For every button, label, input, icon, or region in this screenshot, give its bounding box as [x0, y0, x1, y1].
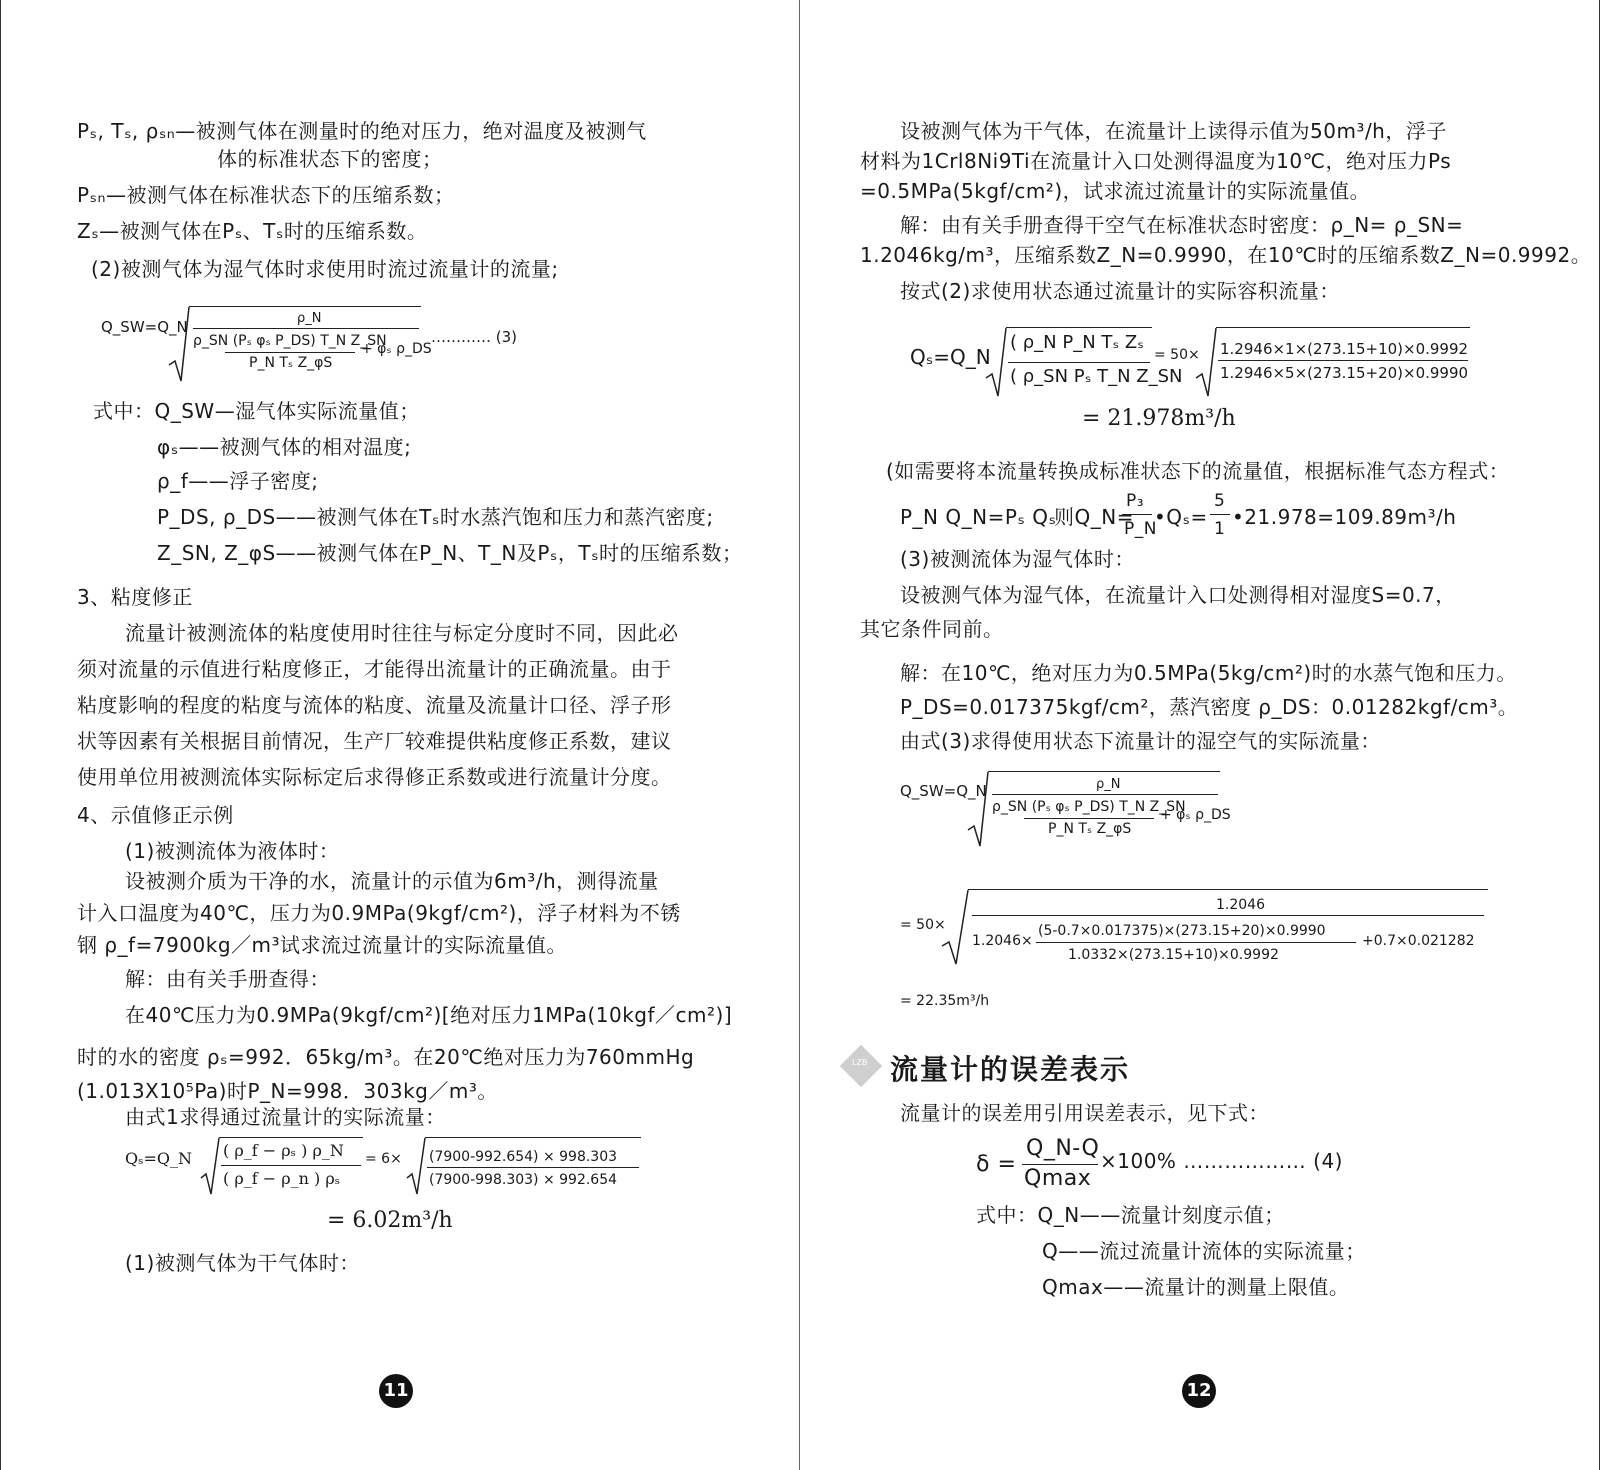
radical-sign: [968, 770, 988, 850]
formula-wet-result: = 22.35m³/h: [900, 993, 990, 1009]
page-number: 11: [379, 1374, 413, 1408]
conversion-frac2-den: 1: [1214, 519, 1226, 539]
section-4-title: 4、示值修正示例: [77, 803, 234, 827]
formula-2-num: ( ρ_N P_N Tₛ Zₛ: [1010, 332, 1144, 353]
formula-3-label: ………… (3): [431, 328, 518, 346]
error-formula-lhs: δ =: [976, 1152, 1017, 1177]
formula-3-repeat-den-c: P_N Tₛ Z_φS: [1048, 821, 1132, 837]
formula-1-num2: (7900-992.654) × 998.303: [429, 1149, 618, 1165]
example-liquid-line-2: 计入口温度为40℃，压力为0.9MPa(9kgf/cm²)，浮子材料为不锈: [77, 901, 681, 925]
formula-3-repeat-den-a: ρ_SN (Pₛ φₛ P_DS) T_N Z_SN: [992, 799, 1186, 815]
formula-1-result: = 6.02m³/h: [327, 1208, 453, 1233]
formula-1-num: ( ρ_f − ρₛ ) ρ_N: [223, 1141, 344, 1160]
wet-solution-line-3: 由式(3)求得使用状态下流量计的湿空气的实际流量：: [900, 729, 1381, 753]
wet-gas-line-2: 其它条件同前。: [860, 617, 1004, 641]
radical-sign: [1196, 326, 1216, 398]
formula-3-den-c: P_N Tₛ Z_φS: [249, 355, 333, 371]
var-def-zs: Zₛ—被测气体在Pₛ、Tₛ时的压缩系数。: [77, 219, 428, 243]
formula-3-repeat-den-b: + φₛ ρ_DS: [1160, 807, 1231, 823]
formula-wet-a: 1.2046×: [972, 933, 1033, 949]
conversion-lhs: 则Q_N=: [1054, 505, 1134, 529]
solution-line-3: (1.013X10⁵Pa)时P_N=998．303kg／m³。: [77, 1079, 498, 1103]
dry-solution-line-3: 按式(2)求使用状态通过流量计的实际容积流量：: [900, 279, 1340, 303]
where-q: Q——流过流量计流体的实际流量；: [1042, 1239, 1366, 1263]
formula-2-result: = 21.978m³/h: [1082, 406, 1236, 431]
wet-solution-line-2: P_DS=0.017375kgf/cm²，蒸汽密度 ρ_DS：0.01282kgf/cm³。: [900, 695, 1519, 719]
conversion-result: •21.978=109.89m³/h: [1232, 505, 1457, 529]
formula-3-num: ρ_N: [297, 311, 322, 326]
para-line-2: 须对流量的示值进行粘度修正，才能得出流量计的正确流量。由于: [77, 657, 672, 681]
formula-1-mid: = 6×: [365, 1151, 402, 1167]
gas-law: P_N Q_N=Pₛ Qₛ: [900, 505, 1057, 529]
var-def-ps-cont: 体的标准状态下的密度；: [217, 147, 443, 171]
error-formula-tail: ×100% ……………… (4): [1100, 1149, 1343, 1173]
radical-sign: [201, 1136, 219, 1196]
wet-solution-line-1: 解：在10℃，绝对压力为0.5MPa(5kg/cm²)时的水蒸气饱和压力。: [900, 661, 1517, 685]
formula-3-repeat-num: ρ_N: [1096, 777, 1121, 792]
section-3-title: 3、粘度修正: [77, 585, 193, 609]
wet-gas-example-title: (3)被测流体为湿气体时：: [900, 547, 1135, 571]
where-qn: 式中：Q_N——流量计刻度示值；: [976, 1203, 1285, 1227]
dry-solution-line-1: 解：由有关手册查得干空气在标准状态时密度：ρ_N= ρ_SN=: [900, 213, 1464, 237]
radical-sign: [986, 326, 1006, 398]
conversion-mid: •Qₛ=: [1154, 505, 1208, 529]
page-number: 12: [1182, 1374, 1216, 1408]
where-pds: P_DS, ρ_DS——被测气体在Tₛ时水蒸汽饱和压力和蒸汽密度;: [157, 505, 714, 529]
where-phis: φₛ——被测气体的相对温度;: [157, 435, 412, 459]
dry-gas-line-2: 材料为1Crl8Ni9Ti在流量计入口处测得温度为10℃，绝对压力Ps: [860, 149, 1452, 173]
error-intro: 流量计的误差用引用误差表示，见下式：: [900, 1101, 1269, 1125]
conversion-note: (如需要将本流量转换成标准状态下的流量值，根据标准气态方程式：: [886, 459, 1510, 483]
where-rhof: ρ_f——浮子密度;: [157, 469, 319, 493]
example-dry-gas-title: (1)被测气体为干气体时：: [125, 1251, 360, 1275]
formula-2-num2: 1.2946×1×(273.15+10)×0.9992: [1220, 340, 1469, 358]
formula-2-den: ( ρ_SN Pₛ T_N Z_SN: [1010, 366, 1183, 387]
var-def-ps: Pₛ, Tₛ, ρₛₙ—被测气体在测量时的绝对压力，绝对温度及被测气: [77, 119, 647, 143]
section-marker-icon: LZB: [840, 1045, 882, 1087]
solution-label: 解：由有关手册查得：: [125, 967, 330, 991]
example-liquid-line-1: 设被测介质为干净的水，流量计的示值为6m³/h，测得流量: [125, 869, 659, 893]
solution-line-2: 时的水的密度 ρₛ=992．65kg/m³。在20℃绝对压力为760mmHg: [77, 1045, 695, 1069]
para-line-5: 使用单位用被测流体实际标定后求得修正系数或进行流量计分度。: [77, 765, 672, 789]
conversion-frac2-num: 5: [1214, 491, 1226, 511]
conversion-frac-num: P₃: [1126, 491, 1145, 511]
para-line-4: 状等因素有关根据目前情况，生产厂较难提供粘度修正系数，建议: [77, 729, 672, 753]
section-heading: 流量计的误差表示: [890, 1053, 1131, 1086]
where-qsw: 式中：Q_SW—湿气体实际流量值；: [93, 399, 420, 423]
formula-2-mid: = 50×: [1154, 347, 1200, 363]
radical-sign: [942, 888, 968, 966]
formula-1-lhs: Qₛ=Q_N: [125, 1149, 193, 1168]
formula-3-den-a: ρ_SN (Pₛ φₛ P_DS) T_N Z_SN: [193, 333, 387, 349]
wet-gas-line-1: 设被测气体为湿气体，在流量计入口处测得相对湿度S=0.7，: [900, 583, 1456, 607]
error-formula-num: Q_N-Q: [1026, 1136, 1100, 1161]
right-page: [800, 0, 1600, 1470]
solution-line-1: 在40℃压力为0.9MPa(9kgf/cm²)[绝对压力1MPa(10kgf／cm²)]: [125, 1003, 733, 1027]
formula-2-lhs: Qₛ=Q_N: [910, 345, 991, 369]
wet-gas-title: (2)被测气体为湿气体时求使用时流过流量计的流量;: [91, 257, 559, 281]
where-qmax: Qmax——流量计的测量上限值。: [1042, 1275, 1350, 1299]
formula-3-repeat-lhs: Q_SW=Q_N: [900, 782, 987, 800]
para-line-3: 粘度影响的程度的粘度与流体的粘度、流量及流量计口径、浮子形: [77, 693, 672, 717]
example-liquid-title: (1)被测流体为液体时：: [125, 839, 340, 863]
formula-1-den2: (7900-998.303) × 992.654: [429, 1172, 618, 1188]
solution-line-4: 由式1求得通过流量计的实际流量：: [125, 1105, 446, 1129]
var-def-psn: Pₛₙ—被测气体在标准状态下的压缩系数；: [77, 183, 455, 207]
radical-sign: [169, 305, 189, 385]
conversion-frac-den: P_N: [1124, 519, 1157, 539]
para-line-1: 流量计被测流体的粘度使用时往往与标定分度时不同，因此必: [125, 621, 679, 645]
formula-wet-pre: = 50×: [900, 917, 946, 933]
formula-wet-tail: +0.7×0.021282: [1362, 933, 1475, 949]
error-formula-den: Qmax: [1024, 1166, 1092, 1191]
dry-gas-line-3: =0.5MPa(5kgf/cm²)，试求流过流量计的实际流量值。: [860, 179, 1371, 203]
formula-wet-num: 1.2046: [1216, 897, 1265, 913]
formula-2-den2: 1.2946×5×(273.15+20)×0.9990: [1220, 364, 1469, 382]
formula-3-den-b: + φₛ ρ_DS: [361, 341, 432, 357]
formula-3-lhs: Q_SW=Q_N: [101, 318, 188, 336]
dry-gas-line-1: 设被测气体为干气体，在流量计上读得示值为50m³/h，浮子: [900, 119, 1447, 143]
radical-sign: [407, 1136, 425, 1196]
formula-wet-inner-num: (5-0.7×0.017375)×(273.15+20)×0.9990: [1038, 923, 1326, 939]
example-liquid-line-3: 钢 ρ_f=7900kg／m³试求流过流量计的实际流量值。: [77, 933, 568, 957]
formula-1-den: ( ρ_f − ρ_n ) ρₛ: [223, 1169, 341, 1188]
dry-solution-line-2: 1.2046kg/m³，压缩系数Z_N=0.9990，在10℃时的压缩系数Z_N=0.9992。: [860, 243, 1592, 267]
formula-wet-inner-den: 1.0332×(273.15+10)×0.9992: [1068, 947, 1279, 963]
where-zsn: Z_SN, Z_φS——被测气体在P_N、T_N及Pₛ，Tₛ时的压缩系数；: [157, 541, 743, 565]
